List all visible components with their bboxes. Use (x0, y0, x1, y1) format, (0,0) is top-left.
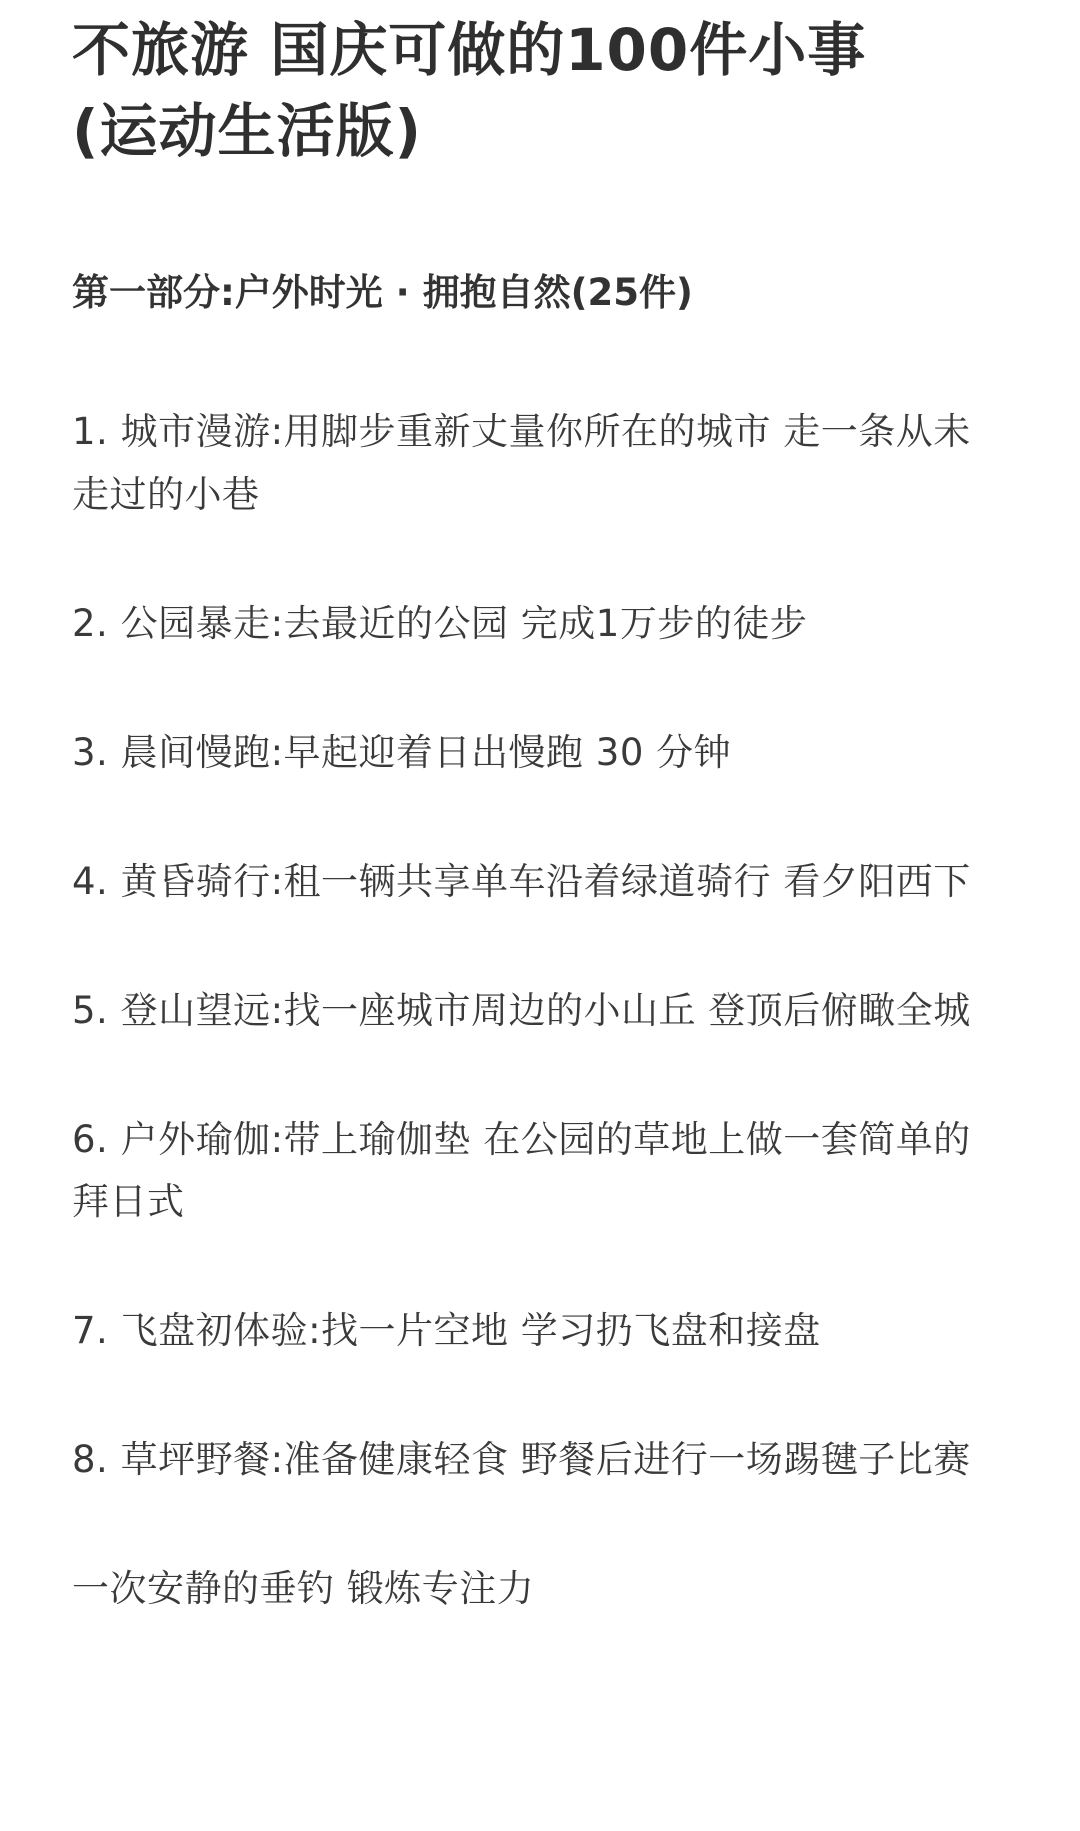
list-item (72, 1300, 1002, 1363)
item-text: 找一座城市周边的小山丘 登顶后俯瞰全城 (283, 988, 971, 1032)
item-label: 1. 城市漫游: (72, 410, 284, 454)
list-item (72, 401, 1002, 527)
item-label: 2. 公园暴走: (72, 601, 284, 645)
item-text: 去最近的公园 完成1万步的徒步 (283, 601, 808, 645)
item-label: 3. 晨间慢跑: (72, 730, 284, 774)
item-label: 5. 登山望远: (72, 988, 284, 1032)
list-item (72, 980, 1002, 1043)
activity-list (72, 401, 1002, 1621)
list-item (72, 851, 1002, 914)
list-item (72, 1429, 1002, 1492)
item-text: 早起迎着日出慢跑 30 分钟 (283, 730, 732, 774)
list-item (72, 722, 1002, 785)
list-item (72, 1109, 1002, 1235)
item-label: 7. 飞盘初体验: (72, 1309, 322, 1353)
item-text: 租一辆共享单车沿着绿道骑行 看夕阳西下 (283, 859, 971, 903)
title-line-1: 不旅游 国庆可做的100件小事 (72, 16, 867, 84)
item-label: 8. 草坪野餐: (72, 1438, 284, 1482)
list-item (72, 593, 1002, 656)
item-text: 带上瑜伽垫 在公园的草地上做一套简单的拜日式 (72, 1117, 971, 1224)
page-title (72, 0, 1002, 172)
item-label: 4. 黄昏骑行: (72, 859, 284, 903)
item-label: 6. 户外瑜伽: (72, 1117, 284, 1161)
item-text: 找一片空地 学习扔飞盘和接盘 (321, 1309, 821, 1353)
item-text: 准备健康轻食 野餐后进行一场踢毽子比赛 (283, 1438, 971, 1482)
item-text: 用脚步重新丈量你所在的城市 走一条从未走过的小巷 (72, 410, 971, 517)
title-line-2: (运动生活版) (72, 97, 423, 166)
item-text: 一次安静的垂钓 锻炼专注力 (72, 1567, 535, 1611)
article-content (72, 0, 1002, 1687)
section-heading: 第一部分:户外时光 · 拥抱自然(25件) (72, 271, 693, 315)
list-item-partial (72, 1558, 1002, 1621)
